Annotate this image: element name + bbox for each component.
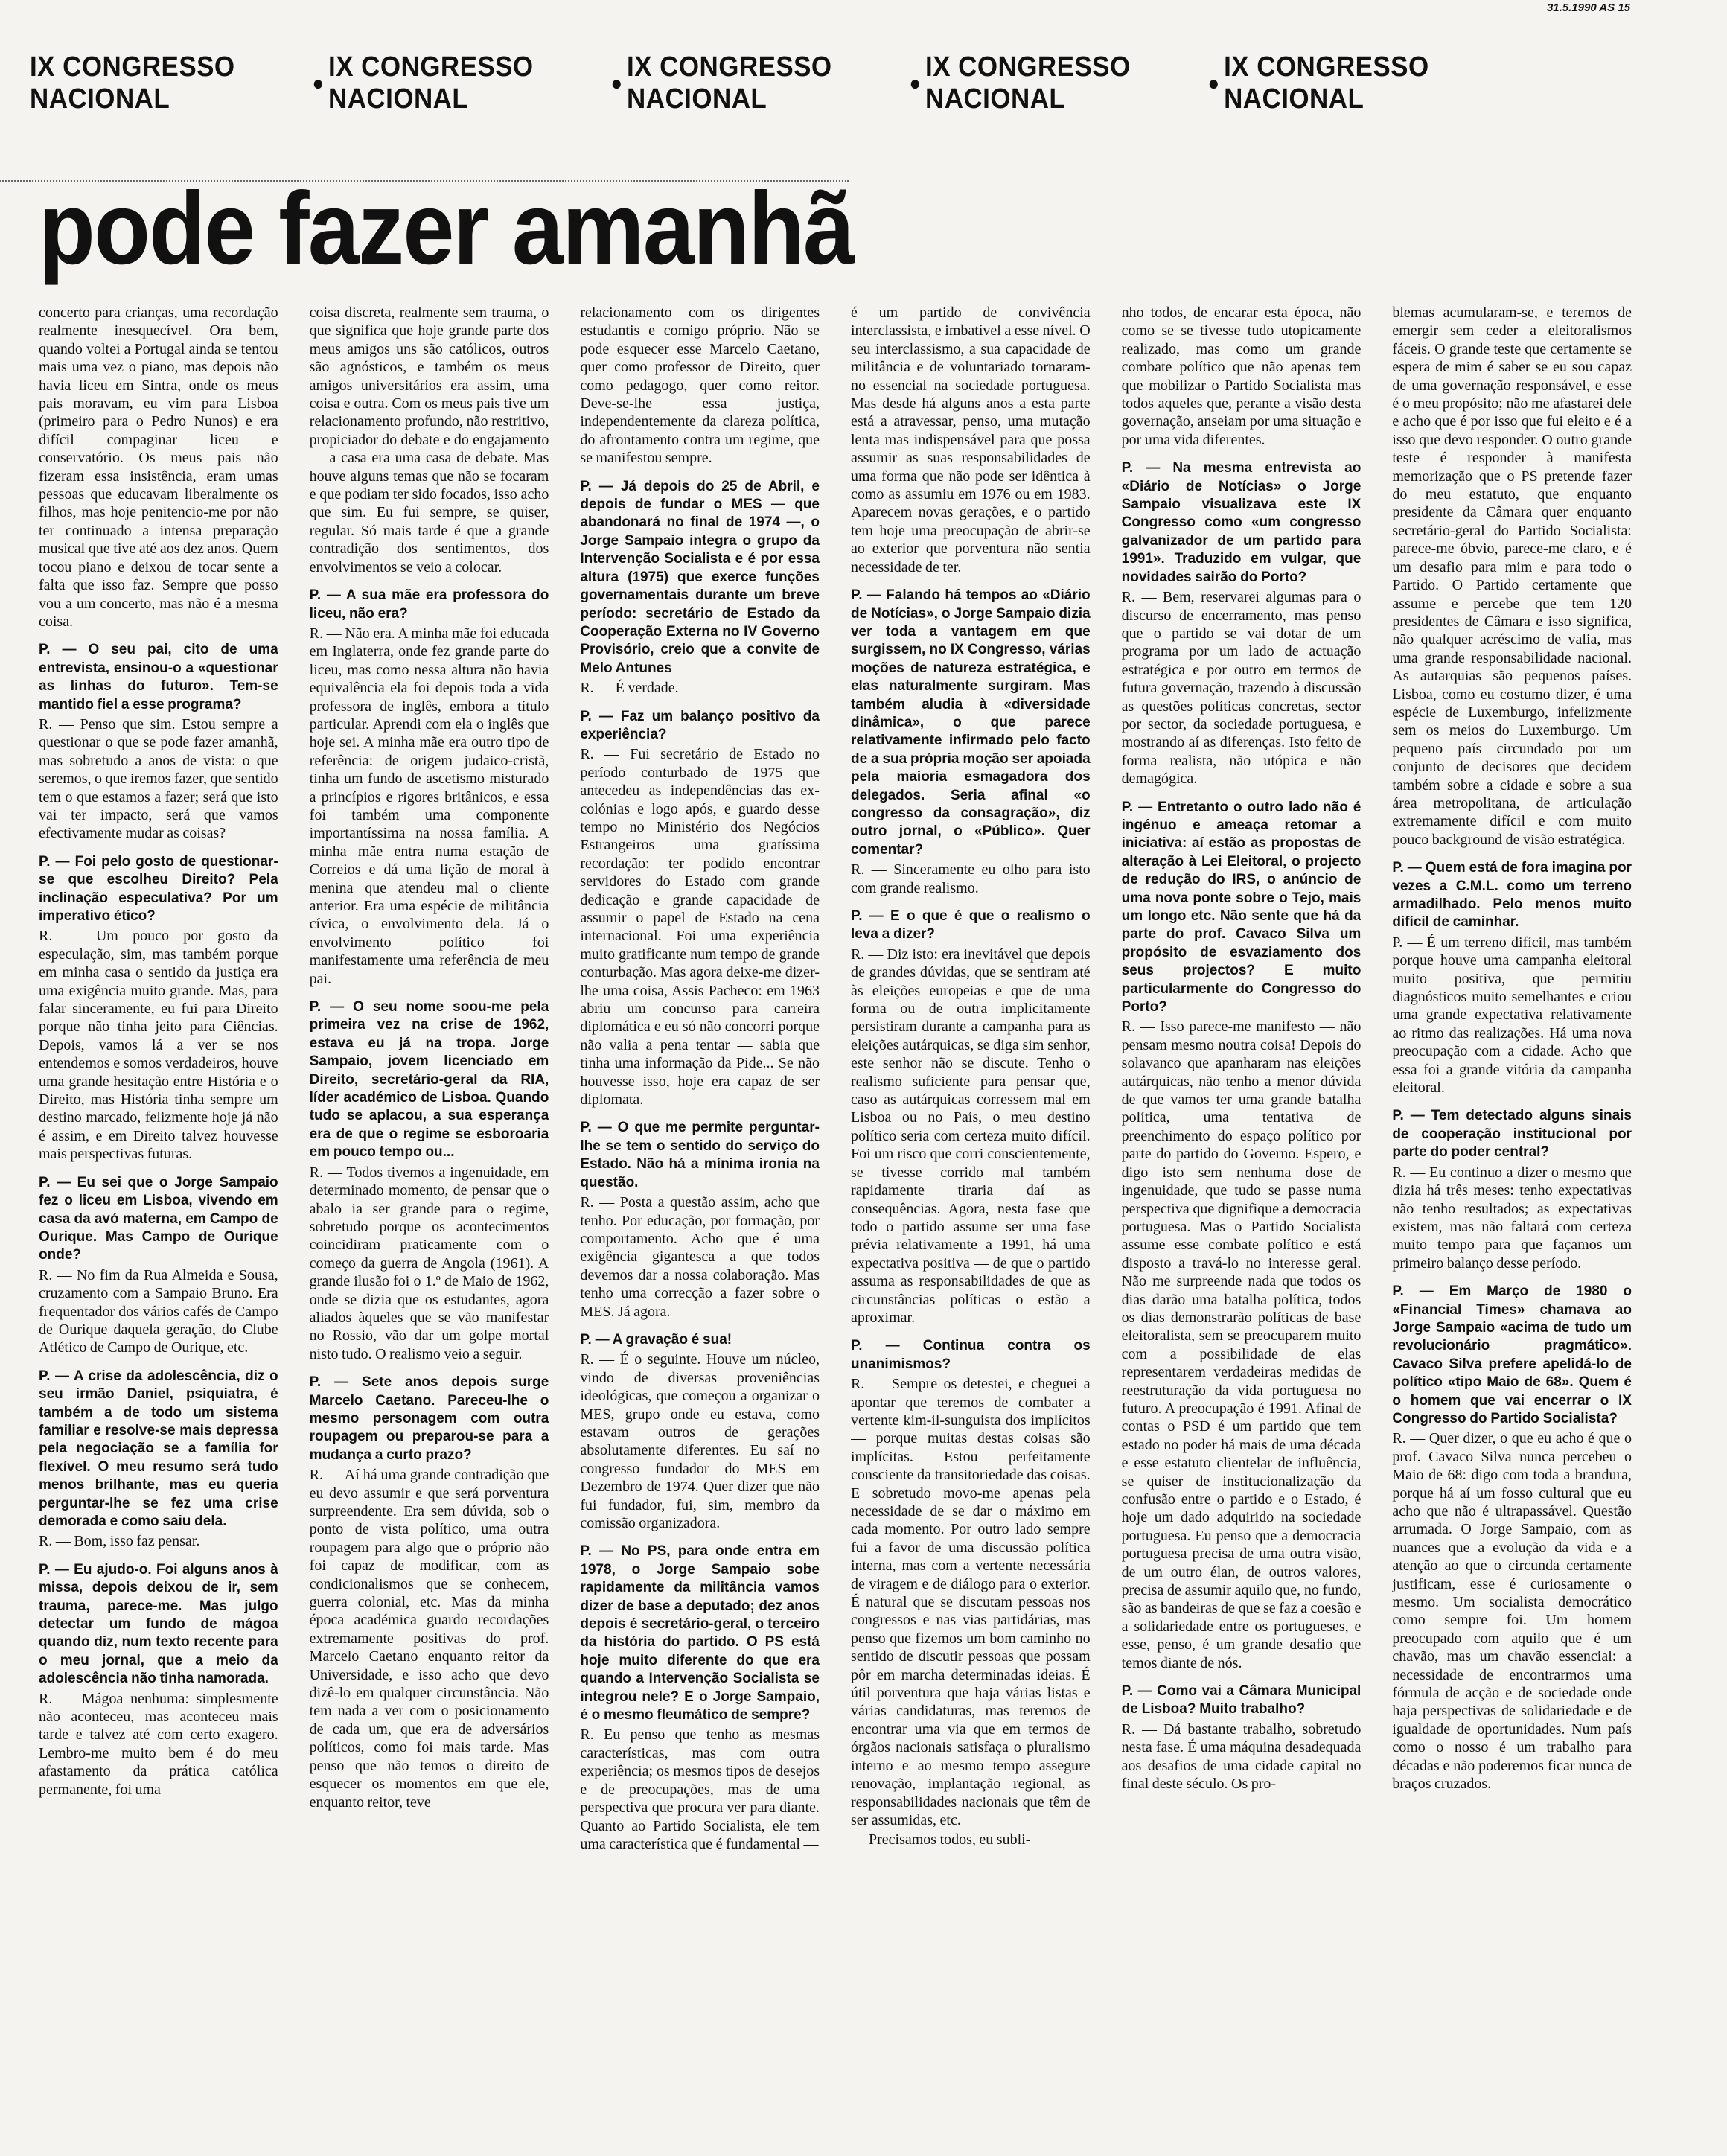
text-column-4 — [851, 304, 1091, 2135]
dateline: 31.5.1990 AS 15 — [1546, 1, 1630, 14]
answer-paragraph: R. — Todos tivemos a ingenuidade, em determinado momento, de pensar que o abalo ia ser grande para o regime, sobretudo porque os acontecimentos coincidiram praticamente com o começo da guerra de Angola (1961). A grande ilusão foi o 1.º de Maio de 1962, onde se dizia que os estudantes, agora aliados àqueles que se vão manifestar no Rossio, vão dar um golpe mortal nisto tudo. O realismo veio a seguir. — [309, 1164, 549, 1362]
text-column-1 — [39, 304, 278, 2135]
answer-paragraph: R. — Posta a questão assim, acho que tenho. Por educação, por formação, por comportamento. Acho que é uma exigência gigantesca a que todos devemos dar a nossa colaboração. Mas tenho uma correcção a fazer sobre o MES. Já agora. — [580, 1194, 820, 1320]
answer-paragraph: relacionamento com os dirigentes estudantis e comigo próprio. Não se pode esquecer esse Marcelo Caetano, quer como professor de Direito, quer como pedagogo, quer como reitor. Deve-se-lhe essa justiça, independentemente da clareza política, do afrontamento contra um regime, que se manifestou sempre. — [580, 304, 820, 467]
answer-paragraph: Precisamos todos, eu subli- — [868, 1831, 1031, 1849]
text-column-5 — [1122, 304, 1362, 2135]
bullet-icon: ● — [610, 71, 623, 95]
banner-text: IX CONGRESSO NACIONAL — [328, 51, 534, 115]
bullet-icon: ● — [312, 71, 325, 95]
answer-paragraph: coisa discreta, realmente sem trauma, o que significa que hoje grande parte dos meus amigos uns são católicos, outros são agnósticos, e também os meus amigos universitários era assim, uma coisa e outra. Com os meus pais tive um relacionamento profundo, não restritivo, propiciador do debate e do engajamento — a casa era uma casa de debate. Mas houve alguns temas que não se focaram e que podiam ter sido focados, isso acho que sim. Eu fui sempre, se quiser, regular. Só mais tarde é que a grande contradição dos sentimentos, dos envolvimentos se veio a colocar. — [309, 304, 549, 575]
question-paragraph: P. — Sete anos depois surge Marcelo Caetano. Pareceu-lhe o mesmo personagem com outra roupagem ou preparou-se para a mudança a curto prazo? — [309, 1374, 549, 1463]
question-paragraph: P. — A crise da adolescência, diz o seu irmão Daniel, psiquiatra, é também a de todo um sistema familiar e resolve-se mais depressa pela negociação se a família for flexível. O meu resumo será tudo menos brilhante, mas eu queria perguntar-lhe se fez uma crise demorada e como saiu dela. — [39, 1368, 278, 1529]
question-paragraph: P. — Em Março de 1980 o «Financial Times» chamava ao Jorge Sampaio «acima de tudo um revolucionário pragmático». Cavaco Silva prefere apelidá-lo de político «tipo Maio de 68». Quem é o homem que vai encerrar o IX Congresso do Partido Socialista? — [1392, 1283, 1632, 1426]
answer-paragraph: R. — Mágoa nenhuma: simplesmente não aconteceu, mas aconteceu mais tarde e talvez até com certo exagero. Lembro-me muito bem é do meu afastamento da prática católica permanente, foi uma — [39, 1690, 278, 1798]
bullet-icon: ● — [909, 71, 922, 95]
answer-paragraph: R. — É o seguinte. Houve um núcleo, vindo de diversas proveniências ideológicas, que começou a organizar o MES, grupo onde eu estava, como estavam outros de gerações absolutamente diferentes. Eu saí no congresso fundador do MES em Dezembro de 1974. Quer dizer que não fui fundador, fui, sim, membro da comissão organizadora. — [580, 1351, 820, 1531]
banner-text: IX CONGRESSO NACIONAL — [925, 51, 1131, 115]
question-paragraph: P. — Eu ajudo-o. Foi alguns anos à missa, depois deixou de ir, sem trauma, parece-me. Mas julgo detectar um fundo de mágoa quando diz, num texto recente para o meu jornal, que a meio da adolescência não tinha namorada. — [39, 1561, 278, 1687]
answer-paragraph: R. — Sempre os detestei, e cheguei a apontar que teremos de combater a vertente kim-il-sunguista dos implícitos — porque muitas destas coisas são implícitas. Estou perfeitamente consciente da transitoriedade das coisas. E sobretudo movo-me apenas pela necessidade de se dar o máximo em cada momento. Por outro lado sempre fui a favor de uma discussão política interna, mas com a vertente necessária de viragem e de diálogo para o exterior. É natural que se discutam pessoas nos congressos e nas vias partidárias, mas penso que fizemos um bom caminho no sentido de discutir pessoas que possam pôr em marcha determinadas ideias. É útil porventura que haja várias listas e várias candidaturas, mas teremos de encontrar uma via que em termos de órgãos nacionais satisfaça o pluralismo interno e ao mesmo tempo assegure renovação, implantação regional, as responsabilidades nacionais que têm de ser assumidas, etc. — [850, 1376, 1091, 1828]
banner-text: IX CONGRESSO NACIONAL — [1224, 51, 1429, 115]
answer-paragraph: R. — No fim da Rua Almeida e Sousa, cruzamento com a Sampaio Bruno. Era frequentador dos vários cafés de Campo de Ourique daquela geração, do Clube Atlético de Campo de Ourique, etc. — [39, 1266, 278, 1356]
question-paragraph: P. — Quem está de fora imagina por vezes a C.M.L. como um terreno armadilhado. Pelo menos muito difícil de caminhar. — [1392, 860, 1632, 931]
answer-paragraph: R. — Fui secretário de Estado no período conturbado de 1975 que antecedeu as independências das ex-colónias e logo após, e guardo desse tempo no Ministério dos Negócios Estrangeiros uma gratíssima recordação: ter podido encontrar servidores do Estado com grande dedicação e grande capacidade de assumir o papel de Estado na cena internacional. Foi uma experiência muito gratificante num tempo de grande conturbação. Mas agora deixe-me dizer-lhe uma coisa, Assis Pacheco: em 1963 abriu um concurso para carreira diplomática e eu só não concorri porque não valia a pena tentar — sabia que tinha uma informação da Pide... Se não houvesse isso, hoje era capaz de ser diplomata. — [580, 746, 820, 1109]
question-paragraph: P. — Na mesma entrevista ao «Diário de Notícias» o Jorge Sampaio visualizava este IX Congresso como «um congresso galvanizador de um partido para 1991». Traduzido em vulgar, que novidades sairão do Porto? — [1121, 460, 1362, 585]
answer-paragraph: R. — Penso que sim. Estou sempre a questionar o que se pode fazer amanhã, mas sobretudo a anos de vista: o que seremos, o que iremos fazer, que sentido tem o que estamos a fazer; será que isto vai ter impacto, será que vamos efectivamente mudar as coisas? — [39, 715, 278, 842]
answer-paragraph: R. — Sinceramente eu olho para isto com grande realismo. — [850, 861, 1091, 896]
question-paragraph: P. — Continua contra os unanimismos? — [850, 1338, 1091, 1372]
answer-paragraph: P. — É um terreno difícil, mas também porque houve uma campanha eleitoral muito positiva, que permitiu diagnósticos muito semelhantes e criou uma grande expectativa relativamente ao ritmo das realizações. Há uma nova preocupação com a cidade. Acho que essa foi a grande vitória da campanha eleitoral. — [1392, 934, 1632, 1097]
question-paragraph: P. — Como vai a Câmara Municipal de Lisboa? Muito trabalho? — [1121, 1683, 1362, 1718]
bullet-icon: ● — [1207, 71, 1220, 95]
article-body — [39, 304, 1632, 2135]
question-paragraph: P. — Entretanto o outro lado não é ingénuo e ameaça retomar a iniciativa: aí estão as propostas de alteração à Lei Eleitoral, o projecto de redução do IRS, o anúncio de uma nova ponte sobre o Tejo, mais um longo etc. Não sente que há da parte do prof. Cavaco Silva um propósito de esvaziamento dos seus projectos? E muito particularmente do Congresso do Porto? — [1121, 799, 1362, 1015]
answer-paragraph: R. — Bom, isso faz pensar. — [39, 1533, 200, 1550]
banner-text: IX CONGRESSO NACIONAL — [627, 51, 832, 115]
answer-paragraph: R. — Diz isto: era inevitável que depois de grandes dúvidas, que se sentiram até às eleições europeias e que de uma forma ou de outra implicitamente persistiram durante a campanha para as eleições autárquicas, se diga sim senhor, este senhor não se discute. Tenho o realismo suficiente para pensar que, caso as autárquicas corressem mal em Lisboa ou no País, o meu destino político seria com certeza muito difícil. Foi um risco que corri conscientemente, se tivesse corrido mal também rapidamente tiraria daí as consequências. Agora, nesta fase que todo o partido assume ser uma fase prévia relativamente a 1991, há uma expectativa positiva — de que o partido assuma as responsabilidades de que as circunstâncias políticas o estão a aproximar. — [850, 945, 1091, 1326]
banner-text: IX CONGRESSO NACIONAL — [30, 51, 235, 115]
answer-paragraph: R. — Quer dizer, o que eu acho é que o prof. Cavaco Silva nunca percebeu o Maio de 68: digo com toda a brandura, porque há aí um fosso cultural que eu acho que não é ultrapassável. Questão arrumada. O Jorge Sampaio, com as nuances que a evolução da vida e a atenção ao que o circunda certamente justificam, esse é curiosamente o mesmo. Um socialista democrático como sempre foi. Um homem preocupado com aquilo que é um chavão, mas um chavão essencial: a necessidade de encontrarmos uma fórmula de acção e de sociedade onde haja perspectivas de solidariedade e de igualdade de oportunidades. Num país como o nosso é um trabalho para décadas e não poderemos ficar nunca de braços cruzados. — [1392, 1430, 1632, 1793]
question-paragraph: P. — A sua mãe era professora do liceu, não era? — [309, 587, 549, 622]
answer-paragraph: concerto para crianças, uma recordação realmente inesquecível. Ora bem, quando voltei a Portugal ainda se tentou mais uma vez o piano, mas depois não havia liceu em Sintra, onde os meus pais moravam, eu vim para Lisboa (primeiro para o Pedro Nunos) e era difícil compaginar liceu e conservatório. Os meus pais não fizeram essa insistência, eram umas pessoas que educavam liberalmente os filhos, mas hoje penitencio-me por não ter continuado a intensa preparação musical que tive até aos dez anos. Quem tocou piano e deixou de tocar sente a falta que isso faz. Sempre que posso vou a um concerto, mas não é a mesma coisa. — [39, 304, 278, 630]
answer-paragraph: R. — Dá bastante trabalho, sobretudo nesta fase. É uma máquina desadequada aos desafios de uma cidade capital no final deste século. Os pro- — [1121, 1720, 1362, 1793]
text-column-6 — [1392, 304, 1632, 2135]
question-paragraph: P. — No PS, para onde entra em 1978, o Jorge Sampaio sobe rapidamente da militância vamos dizer de base a deputado; dez anos depois é secretário-geral, o terceiro da história do partido. O PS está hoje muito diferente do que era quando a Intervenção Socialista se integrou nele? E o Jorge Sampaio, é o mesmo fleumático de sempre? — [580, 1543, 820, 1723]
answer-paragraph: R. — Bem, reservarei algumas para o discurso de encerramento, mas penso que o partido se vai dotar de um programa por um lado de actuação estratégica e por outro em termos de futura governação, trazendo à discussão as questões políticas concretas, sector por sector, da sociedade portuguesa, e mostrando aí as diferenças. Isto feito de forma realista, não utópica e não demagógica. — [1121, 589, 1362, 788]
answer-paragraph: R. Eu penso que tenho as mesmas características, mas com outra experiência; os mesmos tipos de desejos e de preocupações, mas de uma perspectiva que procura ver para diante. Quanto ao Partido Socialista, ele tem uma característica que é fundamental — — [580, 1726, 820, 1852]
section-banner — [30, 51, 1502, 115]
answer-paragraph: nho todos, de encarar esta época, não como se se tivesse tudo utopicamente realizado, mas como um grande combate político que não apenas tem que mobilizar o Partido Socialista mas todos aqueles que, perante a visão desta governação, anseiam por uma situação e por uma vida diferentes. — [1121, 304, 1362, 448]
question-paragraph: P. — O seu pai, cito de uma entrevista, ensinou-o a «questionar as linhas do futuro». Tem-se mantido fiel a esse programa? — [39, 642, 278, 712]
question-paragraph: P. — O seu nome soou-me pela primeira vez na crise de 1962, estava eu já na tropa. Jorge Sampaio, jovem licenciado em Direito, secretário-geral da RIA, líder académico de Lisboa. Quando tudo se aplacou, a sua esperança era de que o regime se esboroaria em pouco tempo ou... — [309, 999, 549, 1161]
answer-paragraph: R. — Um pouco por gosto da especulação, sim, mas também porque em minha casa o sentido da justiça era uma exigência muito grande. Mas, para falar sinceramente, eu fui para Direito porque não tinha jeito para Ciências. Depois, vamos lá a ver se nos entendemos e somos verdadeiros, houve uma grande hesitação entre História e o Direito, mas História tinha sempre um destino marcado, felizmente hoje já não é assim, e em Direito talvez houvesse mais perspectivas futuras. — [39, 928, 278, 1163]
question-paragraph: P. — Falando há tempos ao «Diário de Notícias», o Jorge Sampaio dizia ver toda a vantagem em que surgissem, no IX Congresso, várias moções de natureza estratégica, e elas naturalmente surgiram. Mas também aludia à «diversidade dinâmica», o que parece relativamente infirmado pelo facto de a sua própria moção ser apoiada pela maioria esmagadora dos delegados. Seria afinal «o congresso da consagração», diz outro jornal, o «Público». Quer comentar? — [850, 587, 1091, 858]
question-paragraph: P. — Foi pelo gosto de questionar-se que escolheu Direito? Pela inclinação especulativa? Por um imperativo ético? — [39, 853, 278, 924]
answer-paragraph: blemas acumularam-se, e teremos de emergir sem ceder a eleitoralismos fáceis. O grande teste que certamente se espera de mim é saber se eu sou capaz de uma governação responsável, e esse é o meu propósito; não me afastarei dele e acho que é por isso que fui eleito e é a isso que devo responder. O outro grande teste é responder à manifesta memorização que o PS pretende fazer do meu estatuto, que enquanto presidente da Câmara quer enquanto secretário-geral do Partido Socialista: parece-me óbvio, parece-me claro, e é um desafio para mim e para todo o Partido. O Partido certamente que assume e percebe que tem 120 presidentes de Câmara e isso significa, não qualquer acréscimo de valia, mas uma grande responsabilidade nacional. As autarquias são pequenos países. Lisboa, como eu costumo dizer, é uma espécie de Luxemburgo, infelizmente sem os meios do Luxemburgo. Um pequeno país circundado por um conjunto de decisores que decidem também sobre a cidade e sobre a sua área metropolitana, de articulação extremamente difícil e com muito pouco background de visão estratégica. — [1392, 304, 1632, 848]
question-paragraph: P. — E o que é que o realismo o leva a dizer? — [850, 908, 1091, 943]
headline: pode fazer amanhã — [39, 171, 854, 286]
answer-paragraph: R. — Aí há uma grande contradição que eu devo assumir e que será porventura surpreendente. Era sem dúvida, sob o ponto de vista político, uma outra roupagem para algo que o próprio não foi capaz de modificar, com as condicionalismos que se conhecem, guerra colonial, etc. Mas da minha época académica guardo recordações extremamente positivas do prof. Marcelo Caetano enquanto reitor da Universidade, e isso acho que devo dizê-lo em qualquer circunstância. Não tem nada a ver com o posicionamento de cada um, que era de adversários políticos, como foi mais tarde. Mas penso que não temos o direito de esquecer os momentos em que ele, enquanto reitor, teve — [309, 1467, 549, 1811]
question-paragraph: P. — O que me permite perguntar-lhe se tem o sentido do serviço do Estado. Não há a mínima ironia na questão. — [580, 1120, 820, 1190]
question-paragraph: P. — Tem detectado alguns sinais de cooperação institucional por parte do poder central? — [1392, 1108, 1632, 1161]
answer-paragraph: R. — Não era. A minha mãe foi educada em Inglaterra, onde fez grande parte do liceu, mas como nessa altura não havia equivalência ela foi depois toda a vida professora de inglês, embora a título particular. Aprendi com ela o inglês que hoje sei. A minha mãe era outro tipo de referência: de origem judaico-cristã, tinha um fundo de ascetismo misturado a princípios e rigores britânicos, e essa foi também uma componente importantíssima na nossa família. A minha mãe entra numa estação de Correios e dá uma lição de moral à menina que atendeu mal o cliente anterior. Era uma espécie de militância cívica, o envolvimento dela. Já o envolvimento político foi manifestamente uma referência de meu pai. — [309, 625, 549, 987]
answer-paragraph: é um partido de convivência interclassista, e imbatível a esse nível. O seu interclassismo, a sua capacidade de militância e de voluntariado tornaram-no essencial na sociedade portuguesa. Mas desde há alguns anos a esta parte está a atravessar, penso, uma mutação lenta mas indispensável para que possa assumir as suas responsabilidades de uma forma que não pode ser idêntica à como as assumiu em 1976 ou em 1983. Aparecem novas gerações, e o partido tem hoje uma preocupação de abrir-se ao exterior que porventura não sentia necessidade de ter. — [850, 304, 1091, 575]
answer-paragraph: R. — Eu continuo a dizer o mesmo que dizia há três meses: tenho expectativas não tenho resultados; as expectativas existem, mas não faltará com certeza muito tempo para que façamos um primeiro balanço desse período. — [1392, 1164, 1632, 1272]
question-paragraph: P. — Faz um balanço positivo da experiência? — [580, 708, 820, 742]
answer-paragraph: R. — É verdade. — [580, 680, 679, 697]
text-column-2 — [310, 304, 549, 2135]
question-paragraph: P. — Já depois do 25 de Abril, e depois de fundar o MES — que abandonará no final de 1974 —, o Jorge Sampaio integra o grupo da Intervenção Socialista e é por essa altura (1975) que exerce funções governamentais durante um breve período: secretário de Estado da Cooperação Externa no IV Governo Provisório, creio que a convite de Melo Antunes — [580, 478, 820, 676]
question-paragraph: P. — A gravação é sua! — [580, 1331, 732, 1348]
answer-paragraph: R. — Isso parece-me manifesto — não pensam mesmo noutra coisa! Depois do solavanco que apanharam nas eleições autárquicas, não tenho a menor dúvida de que vamos ter uma grande batalha política, uma tentativa de preenchimento do espaço político por parte do partido do Governo. Espero, e digo isto sem nenhuma dose de ingenuidade, que tudo se passe numa perspectiva que dignifique a democracia portuguesa. Mas o Partido Socialista assume esse combate político e está disposto a travá-lo no interesse geral. Não me surpreende nada que todos os dias darão uma batalha política, todos os dias demonstrarão políticas de base eleitoralista, sem se preocuparem muito com a possibilidade de elas representarem verdadeiras medidas de reestruturação da vida portuguesa no futuro. A preocupação é 1991. Afinal de contas o PSD é um partido que tem estado no poder há mais de uma década e esse estatuto clientelar de influência, se quiser de institucionalização da confusão entre o partido e o Estado, é hoje um dado adquirido na sociedade portuguesa. Eu penso que a democracia portuguesa precisa de uma outra visão, de um outro élan, de outros valores, precisa de assumir aquilo que, no fundo, são as bandeiras de que se faz a coesão e a solidariedade entre os portugueses, e esse, penso, é um grande desafio que temos diante de nós. — [1121, 1018, 1362, 1671]
text-column-3 — [580, 304, 820, 2135]
question-paragraph: P. — Eu sei que o Jorge Sampaio fez o liceu em Lisboa, vivendo em casa da avó materna, em Campo de Ourique. Mas Campo de Ourique onde? — [39, 1174, 278, 1263]
